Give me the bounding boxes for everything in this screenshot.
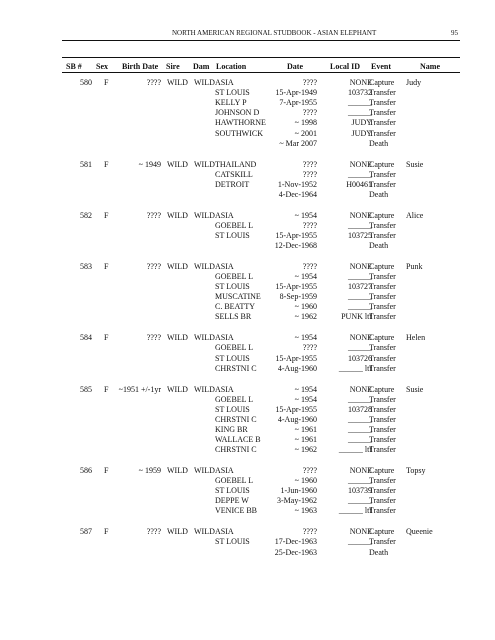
event-type: Capture: [369, 466, 395, 475]
event-location: THAILAND: [215, 159, 257, 169]
event-location: CATSKILL: [215, 169, 253, 179]
column-header-name: Name: [420, 62, 440, 71]
birth-date: ????: [146, 78, 161, 87]
event-location: WALLACE B: [215, 435, 261, 444]
local-id: ______: [348, 394, 372, 404]
event-date: 15-Apr-1955: [275, 282, 317, 292]
event-date: 15-Apr-1955: [275, 353, 317, 363]
event-date: 8-Sep-1959: [279, 292, 317, 302]
event-date: ~ 1960: [294, 476, 317, 486]
animal-name: Susie: [406, 159, 424, 169]
event-date: ~ 1954: [294, 210, 317, 220]
event-date: ????: [302, 159, 317, 169]
birth-date: ????: [146, 261, 161, 271]
event-date: ~ 1962: [294, 445, 317, 455]
local-id: ______: [348, 496, 372, 506]
event-date: ~ 1960: [294, 302, 317, 312]
event-location: ST LOUIS: [215, 282, 250, 292]
event-type: Death: [369, 547, 389, 557]
local-id: ______: [348, 98, 372, 108]
page-header: [62, 29, 460, 39]
dam: WILD: [194, 210, 215, 220]
event-location: KELLY P: [215, 98, 247, 108]
event-location: GOEBEL L: [215, 272, 254, 281]
event-type: Capture: [369, 261, 395, 271]
event-type: Transfer: [369, 179, 396, 189]
event-date: ~ 1963: [294, 506, 317, 516]
event-type: Transfer: [369, 230, 396, 240]
event-type: Transfer: [369, 343, 396, 353]
sb-number: 584: [80, 333, 92, 343]
event-date: 17-Dec-1963: [274, 537, 317, 547]
column-header-location: Location: [216, 62, 247, 71]
birth-date: ????: [146, 210, 161, 220]
birth-date: ????: [146, 527, 161, 537]
table-header-rule: [62, 72, 460, 73]
sb-number: 583: [80, 261, 92, 271]
event-date: 12-Dec-1968: [274, 241, 317, 250]
event-type: Transfer: [369, 537, 396, 547]
event-location: ST LOUIS: [215, 486, 250, 496]
event-type: Transfer: [369, 98, 396, 108]
event-location: KING BR: [215, 424, 248, 434]
event-date: 15-Apr-1955: [275, 230, 317, 240]
event-type: Capture: [369, 527, 395, 537]
dam: WILD: [194, 527, 215, 537]
sire: WILD: [167, 210, 188, 220]
event-date: 3-May-1962: [277, 496, 317, 506]
event-type: Death: [369, 138, 389, 148]
event-date: ????: [302, 343, 317, 353]
local-id: ______: [348, 108, 372, 118]
event-location: VENICE BB: [215, 506, 257, 516]
event-type: Transfer: [369, 108, 396, 118]
event-date: ~ 1954: [294, 333, 317, 343]
document-title: NORTH AMERICAN REGIONAL STUDBOOK - ASIAN ELEPHANT: [172, 29, 377, 37]
birth-date: ????: [146, 333, 161, 343]
dam: WILD: [194, 261, 215, 271]
dam: WILD: [194, 384, 215, 394]
event-location: ST LOUIS: [215, 353, 250, 363]
local-id: ______ ltf: [338, 363, 372, 373]
animal-name: Judy: [406, 78, 422, 87]
local-id: ______: [348, 476, 372, 486]
event-type: Capture: [369, 210, 395, 220]
event-date: ????: [302, 466, 317, 475]
sb-number: 581: [80, 159, 92, 169]
animal-name: Queenie: [406, 527, 433, 537]
local-id: ______: [348, 220, 372, 230]
local-id: ______: [348, 272, 372, 281]
dam: WILD: [194, 466, 215, 475]
sire: WILD: [167, 261, 188, 271]
event-location: CHRSTNI C: [215, 445, 257, 455]
sire: WILD: [167, 333, 188, 343]
event-date: 7-Apr-1955: [279, 98, 317, 108]
event-type: Capture: [369, 78, 395, 87]
event-type: Transfer: [369, 302, 396, 312]
event-date: ????: [302, 220, 317, 230]
event-date: 4-Dec-1964: [278, 189, 317, 199]
event-type: Transfer: [369, 282, 396, 292]
event-date: ????: [302, 108, 317, 118]
event-type: Transfer: [369, 128, 396, 138]
event-location: ASIA: [215, 333, 234, 343]
event-location: ST LOUIS: [215, 230, 250, 240]
local-id: 103727: [348, 282, 372, 292]
dam: WILD: [194, 333, 215, 343]
event-location: JOHNSON D: [215, 108, 260, 118]
event-location: ST LOUIS: [215, 537, 250, 547]
animal-name: Helen: [406, 333, 426, 343]
local-id: 103732: [348, 88, 372, 98]
event-location: GOEBEL L: [215, 476, 254, 486]
local-id: ______: [348, 435, 372, 444]
local-id: JUDY: [351, 118, 372, 128]
event-location: SELLS BR: [215, 312, 252, 322]
local-id: NONE: [349, 210, 372, 220]
local-id: 103726: [348, 353, 372, 363]
local-id: ______: [348, 302, 372, 312]
sb-number: 585: [80, 384, 92, 394]
sb-number: 582: [80, 210, 92, 220]
birth-date: ~1951 +/-1yr: [118, 384, 161, 394]
local-id: NONE: [349, 384, 372, 394]
event-type: Transfer: [369, 404, 396, 414]
sex: F: [104, 384, 109, 394]
event-date: ~ 1954: [294, 384, 317, 394]
sire: WILD: [167, 384, 188, 394]
local-id: NONE: [349, 527, 372, 537]
dam: WILD: [194, 159, 215, 169]
column-header-event: Event: [371, 62, 391, 71]
event-date: ????: [302, 527, 317, 537]
event-location: SOUTHWICK: [215, 128, 263, 138]
column-header-sb: SB #: [66, 62, 82, 71]
event-type: Transfer: [369, 506, 396, 516]
local-id: JUDY: [351, 128, 372, 138]
column-header-row: [0, 62, 495, 72]
local-id: PUNK ltf: [341, 312, 372, 322]
local-id: 103728: [348, 404, 372, 414]
sire: WILD: [167, 466, 188, 475]
event-date: ~ 1954: [294, 272, 317, 281]
event-location: DEPPE W: [215, 496, 249, 506]
column-header-sex: Sex: [96, 62, 108, 71]
animal-name: Punk: [406, 261, 423, 271]
event-type: Transfer: [369, 272, 396, 281]
dam: WILD: [194, 78, 215, 87]
local-id: 103739: [348, 486, 372, 496]
event-date: 4-Aug-1960: [277, 363, 317, 373]
event-location: ASIA: [215, 261, 234, 271]
event-date: 25-Dec-1963: [274, 547, 317, 557]
event-date: ~ Mar 2007: [279, 138, 317, 148]
event-type: Transfer: [369, 424, 396, 434]
event-location: MUSCATINE: [215, 292, 261, 302]
sb-number: 587: [80, 527, 92, 537]
event-location: DETROIT: [215, 179, 250, 189]
event-type: Transfer: [369, 312, 396, 322]
header-rule: [62, 40, 460, 41]
local-id: 103725: [348, 230, 372, 240]
event-location: HAWTHORNE: [215, 118, 266, 128]
local-id: NONE: [349, 261, 372, 271]
event-location: ST LOUIS: [215, 404, 250, 414]
column-header-local-id: Local ID: [330, 62, 360, 71]
local-id: ______: [348, 424, 372, 434]
event-type: Capture: [369, 333, 395, 343]
event-type: Transfer: [369, 292, 396, 302]
birth-date: ~ 1949: [138, 159, 161, 169]
event-type: Death: [369, 241, 389, 250]
event-location: GOEBEL L: [215, 343, 254, 353]
local-id: H00461: [346, 179, 372, 189]
event-type: Transfer: [369, 486, 396, 496]
event-type: Capture: [369, 159, 395, 169]
event-location: GOEBEL L: [215, 220, 254, 230]
event-date: 1-Jun-1960: [280, 486, 317, 496]
event-type: Capture: [369, 384, 395, 394]
event-location: ASIA: [215, 78, 234, 87]
event-date: ~ 1998: [294, 118, 317, 128]
birth-date: ~ 1959: [138, 466, 161, 475]
local-id: ______: [348, 292, 372, 302]
sb-number: 580: [80, 78, 92, 87]
event-date: 15-Apr-1949: [275, 88, 317, 98]
event-date: ~ 1961: [294, 435, 317, 444]
animal-name: Alice: [406, 210, 424, 220]
local-id: ______: [348, 343, 372, 353]
event-date: ????: [302, 78, 317, 87]
event-type: Transfer: [369, 220, 396, 230]
local-id: ______ ltf: [338, 506, 372, 516]
event-location: ASIA: [215, 466, 234, 475]
event-date: ~ 1961: [294, 424, 317, 434]
event-location: CHRSTNI C: [215, 363, 257, 373]
local-id: NONE: [349, 78, 372, 87]
sex: F: [104, 527, 109, 537]
event-type: Transfer: [369, 353, 396, 363]
local-id: ______: [348, 537, 372, 547]
event-type: Transfer: [369, 88, 396, 98]
event-date: 4-Aug-1960: [277, 414, 317, 424]
page-number: 95: [451, 29, 458, 37]
event-location: ST LOUIS: [215, 88, 250, 98]
sex: F: [104, 333, 109, 343]
column-header-sire: Sire: [166, 62, 180, 71]
event-type: Transfer: [369, 118, 396, 128]
event-type: Transfer: [369, 445, 396, 455]
event-date: 15-Apr-1955: [275, 404, 317, 414]
local-id: NONE: [349, 333, 372, 343]
sire: WILD: [167, 527, 188, 537]
table-top-rule: [62, 57, 460, 58]
sex: F: [104, 261, 109, 271]
sire: WILD: [167, 78, 188, 87]
sex: F: [104, 78, 109, 87]
local-id: ______: [348, 169, 372, 179]
event-type: Transfer: [369, 169, 396, 179]
event-type: Transfer: [369, 496, 396, 506]
event-type: Transfer: [369, 435, 396, 444]
column-header-birth-date: Birth Date: [122, 62, 159, 71]
event-location: ASIA: [215, 384, 234, 394]
local-id: NONE: [349, 159, 372, 169]
sire: WILD: [167, 159, 188, 169]
event-location: ASIA: [215, 210, 234, 220]
event-location: C. BEATTY: [215, 302, 255, 312]
animal-name: Susie: [406, 384, 424, 394]
event-type: Transfer: [369, 394, 396, 404]
event-date: ~ 2001: [294, 128, 317, 138]
animal-name: Topsy: [406, 466, 426, 475]
column-header-date: Date: [287, 62, 303, 71]
column-header-dam: Dam: [193, 62, 210, 71]
event-location: CHRSTNI C: [215, 414, 257, 424]
event-type: Transfer: [369, 363, 396, 373]
sex: F: [104, 210, 109, 220]
sb-number: 586: [80, 466, 92, 475]
event-date: ????: [302, 169, 317, 179]
local-id: NONE: [349, 466, 372, 475]
event-type: Death: [369, 189, 389, 199]
event-location: ASIA: [215, 527, 234, 537]
event-date: 1-Nov-1952: [277, 179, 317, 189]
local-id: ______ ltf: [338, 445, 372, 455]
event-date: ~ 1962: [294, 312, 317, 322]
sex: F: [104, 159, 109, 169]
event-date: ~ 1954: [294, 394, 317, 404]
event-location: GOEBEL L: [215, 394, 254, 404]
sex: F: [104, 466, 109, 475]
event-type: Transfer: [369, 414, 396, 424]
event-date: ????: [302, 261, 317, 271]
local-id: ______: [348, 414, 372, 424]
event-type: Transfer: [369, 476, 396, 486]
